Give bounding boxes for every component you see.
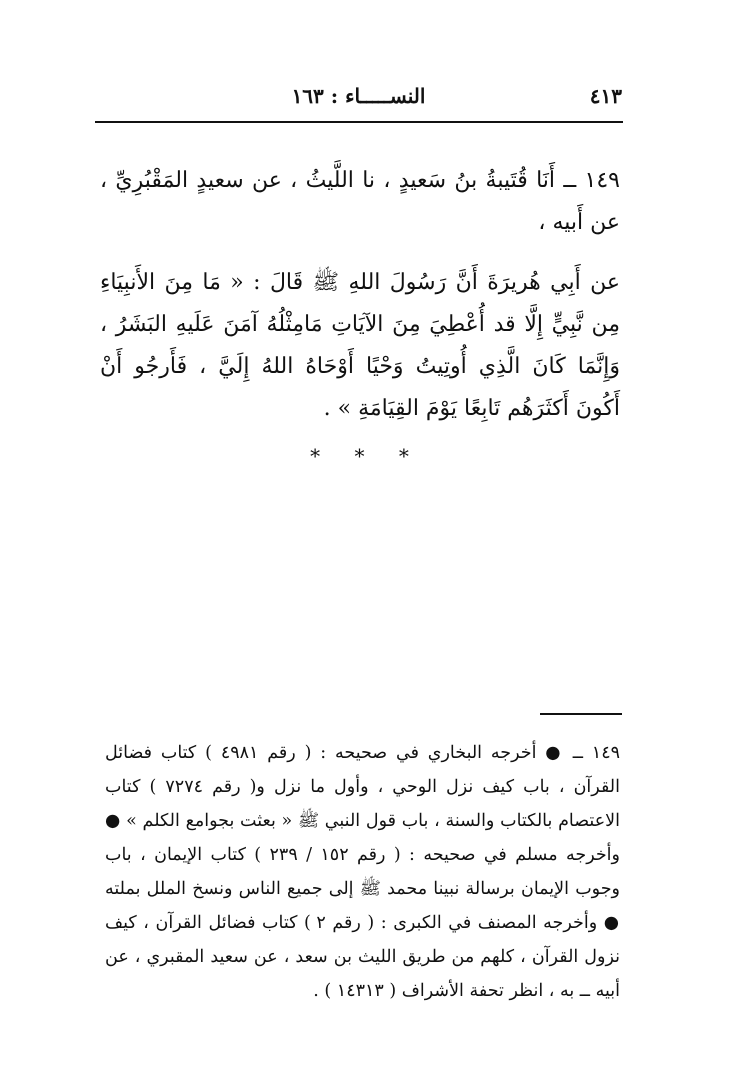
footnote-divider xyxy=(540,713,622,715)
page-number: ٤١٣ xyxy=(589,84,622,108)
footnote-text: ١٤٩ ــ ● أخرجه البخاري في صحيحه : ( رقم ٤٩٨١ ) كتاب فضائل القرآن ، باب كيف نزل الوحي ، وأول ما نزل و( رقم ٧٢٧٤ ) كتاب الاعتصام بالكتاب والسنة ، باب قول النبي ﷺ « بعثت بجوامع الكلم » ● وأخرجه مسلم في صحيحه : ( رقم ١٥٢ / ٢٣٩ ) كتاب الإيمان ، باب وجوب الإيمان برسالة نبينا محمد ﷺ إلى جميع الناس ونسخ الملل بملته ● وأخرجه المصنف في الكبرى : ( رقم ٢ ) كتاب فضائل القرآن ، كيف نزول القرآن ، كلهم من طريق الليث بن سعد ، عن سعيد المقبري ، عن أبيه ــ به ، انظر تحفة الأشراف ( ١٤٣١٣ ) . xyxy=(105,743,620,1001)
hadith-matn: عن أَبِي هُريرَةَ أَنَّ رَسُولَ اللهِ ﷺ قَالَ : « مَا مِنَ الأَنبِيَاءِ مِن نَّبِيٍّ إِلَّا قد أُعْطِيَ مِنَ الآيَاتِ مَامِثْلُهُ آمَنَ عَلَيهِ البَشَرُ ، وَإِنَّمَا كَانَ الَّذِي أُوتِيتُ وَحْيًا أَوْحَاهُ اللهُ إِلَيَّ ، فَأَرجُو أَنْ أَكُونَ أَكثَرَهُم تَابِعًا يَوْمَ القِيَامَةِ » . xyxy=(100,270,620,421)
section-separator: * * * xyxy=(310,444,423,468)
hadith-isnad: ١٤٩ ــ أَنَا قُتَيبةُ بنُ سَعيدٍ ، نا اللَّيثُ ، عن سعيدٍ المَقْبُرِيِّ ، عن أَبيه ، xyxy=(100,168,620,235)
hadith-body xyxy=(100,160,620,430)
footnotes xyxy=(105,736,620,1008)
header-divider xyxy=(95,121,623,123)
page-header xyxy=(95,84,622,118)
running-head: النســـــاء : ١٦٣ xyxy=(291,84,426,108)
